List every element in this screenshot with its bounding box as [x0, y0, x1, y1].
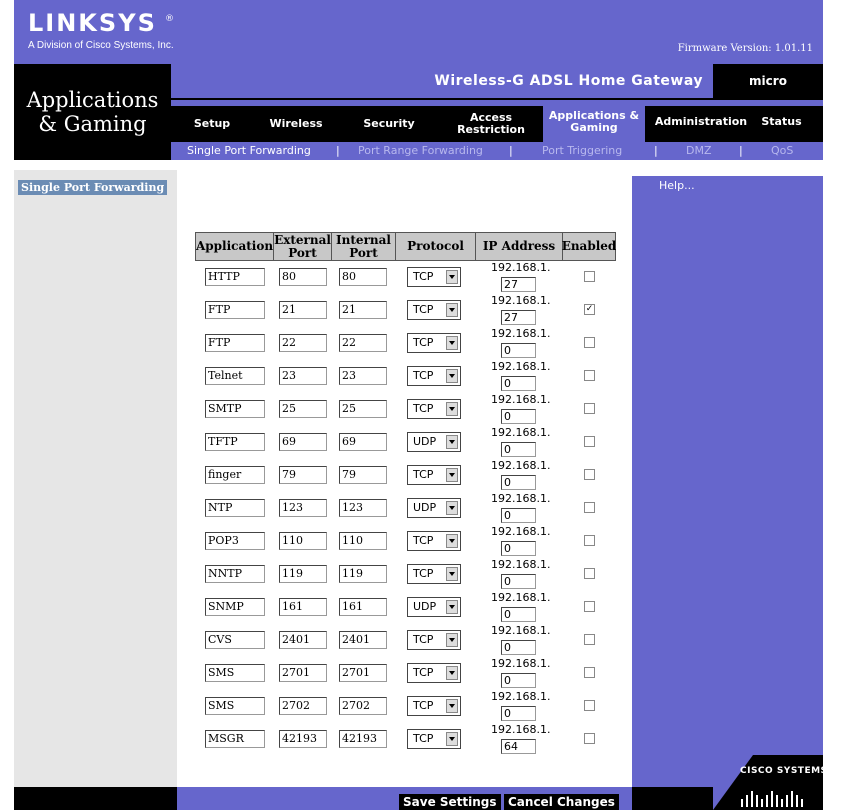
ip-prefix: 192.168.1.	[491, 294, 551, 307]
application-name-input[interactable]: Telnet	[205, 367, 265, 385]
external-port-input[interactable]: 21	[279, 301, 327, 319]
subtab-separator: |	[509, 144, 513, 157]
enabled-checkbox[interactable]	[584, 634, 595, 645]
external-port-input[interactable]: 79	[279, 466, 327, 484]
protocol-value: UDP	[413, 600, 437, 613]
firmware-version: Firmware Version: 1.01.11	[677, 43, 813, 54]
enabled-checkbox[interactable]	[584, 568, 595, 579]
linksys-logo: LINKSYS	[28, 9, 157, 37]
tab-applications-gaming[interactable]: Applications & Gaming	[548, 109, 640, 134]
ip-last-octet-input[interactable]: 0	[501, 607, 536, 622]
ip-last-octet-input[interactable]: 0	[501, 541, 536, 556]
external-port-input[interactable]: 80	[279, 268, 327, 286]
enabled-checkbox[interactable]	[584, 700, 595, 711]
ip-last-octet-input[interactable]: 0	[501, 574, 536, 589]
application-name-input[interactable]: SNMP	[205, 598, 265, 616]
external-port-input[interactable]: 161	[279, 598, 327, 616]
help-link[interactable]: Help...	[659, 179, 695, 192]
internal-port-input[interactable]: 22	[339, 334, 387, 352]
protocol-select[interactable]	[407, 300, 461, 320]
internal-port-input[interactable]: 25	[339, 400, 387, 418]
ip-last-octet-input[interactable]: 0	[501, 409, 536, 424]
registered-mark: ®	[165, 14, 174, 24]
ip-prefix: 192.168.1.	[491, 261, 551, 274]
chevron-down-icon	[446, 567, 458, 581]
model-name: micro	[749, 74, 787, 88]
chevron-down-icon	[446, 699, 458, 713]
ip-prefix: 192.168.1.	[491, 525, 551, 538]
ip-last-octet-input[interactable]: 27	[501, 310, 536, 325]
protocol-select[interactable]	[407, 432, 461, 452]
external-port-input[interactable]: 23	[279, 367, 327, 385]
save-settings-button[interactable]: Save Settings	[399, 794, 501, 810]
protocol-value: TCP	[413, 402, 434, 415]
cancel-changes-button[interactable]: Cancel Changes	[504, 794, 619, 810]
enabled-checkbox[interactable]: ✓	[585, 304, 594, 314]
ip-prefix: 192.168.1.	[491, 657, 551, 670]
header-application: Application	[195, 232, 274, 261]
protocol-value: UDP	[413, 501, 437, 514]
external-port-input[interactable]: 2701	[279, 664, 327, 682]
enabled-checkbox[interactable]	[584, 403, 595, 414]
help-panel	[632, 176, 823, 787]
application-name-input[interactable]: MSGR	[205, 730, 265, 748]
cisco-logo-block	[713, 755, 823, 810]
application-name-input[interactable]: FTP	[205, 301, 265, 319]
internal-port-input[interactable]: 2401	[339, 631, 387, 649]
application-name-input[interactable]: SMS	[205, 664, 265, 682]
ip-last-octet-input[interactable]: 0	[501, 442, 536, 457]
application-name-input[interactable]: SMS	[205, 697, 265, 715]
subtab-separator: |	[739, 144, 743, 157]
protocol-value: TCP	[413, 699, 434, 712]
internal-port-input[interactable]: 69	[339, 433, 387, 451]
header-protocol: Protocol	[395, 232, 476, 261]
protocol-value: TCP	[413, 567, 434, 580]
application-name-input[interactable]: FTP	[205, 334, 265, 352]
chevron-down-icon	[446, 270, 458, 284]
external-port-input[interactable]: 25	[279, 400, 327, 418]
chevron-down-icon	[446, 369, 458, 383]
ip-prefix: 192.168.1.	[491, 360, 551, 373]
ip-prefix: 192.168.1.	[491, 624, 551, 637]
subtab-port-range-forwarding[interactable]: Port Range Forwarding	[358, 144, 483, 157]
external-port-input[interactable]: 119	[279, 565, 327, 583]
subtab-port-triggering[interactable]: Port Triggering	[542, 144, 623, 157]
subtab-dmz[interactable]: DMZ	[686, 144, 712, 157]
external-port-input[interactable]: 2401	[279, 631, 327, 649]
enabled-checkbox[interactable]	[584, 436, 595, 447]
protocol-select[interactable]	[407, 729, 461, 749]
external-port-input[interactable]: 22	[279, 334, 327, 352]
application-name-input[interactable]: HTTP	[205, 268, 265, 286]
protocol-value: TCP	[413, 270, 434, 283]
tab-setup[interactable]: Setup	[193, 117, 231, 130]
protocol-value: UDP	[413, 435, 437, 448]
internal-port-input[interactable]: 80	[339, 268, 387, 286]
tab-security[interactable]: Security	[363, 117, 415, 130]
cisco-logo-icon	[713, 755, 823, 810]
internal-port-input[interactable]: 2701	[339, 664, 387, 682]
protocol-value: TCP	[413, 369, 434, 382]
protocol-value: TCP	[413, 633, 434, 646]
enabled-checkbox[interactable]	[584, 535, 595, 546]
ip-prefix: 192.168.1.	[491, 492, 551, 505]
cisco-systems-label: CISCO SYSTEMS	[740, 766, 828, 776]
tab-access-restriction[interactable]: Access Restriction	[457, 111, 525, 136]
ip-last-octet-input[interactable]: 0	[501, 640, 536, 655]
application-name-input[interactable]: SMTP	[205, 400, 265, 418]
internal-port-input[interactable]: 2702	[339, 697, 387, 715]
external-port-input[interactable]: 2702	[279, 697, 327, 715]
ip-last-octet-input[interactable]: 0	[501, 706, 536, 721]
ip-last-octet-input[interactable]: 64	[501, 739, 536, 754]
external-port-input[interactable]: 69	[279, 433, 327, 451]
protocol-value: TCP	[413, 534, 434, 547]
protocol-value: TCP	[413, 336, 434, 349]
tab-status[interactable]: Status	[761, 115, 802, 128]
protocol-value: TCP	[413, 303, 434, 316]
external-port-input[interactable]: 42193	[279, 730, 327, 748]
subtab-single-port-forwarding[interactable]: Single Port Forwarding	[187, 144, 311, 157]
enabled-checkbox[interactable]	[584, 601, 595, 612]
protocol-select[interactable]	[407, 531, 461, 551]
ip-last-octet-input[interactable]: 0	[501, 376, 536, 391]
external-port-input[interactable]: 123	[279, 499, 327, 517]
ip-last-octet-input[interactable]: 0	[501, 343, 536, 358]
internal-port-input[interactable]: 23	[339, 367, 387, 385]
left-section-label: Single Port Forwarding	[18, 180, 167, 195]
protocol-select[interactable]	[407, 267, 461, 287]
protocol-select[interactable]	[407, 663, 461, 683]
chevron-down-icon	[446, 402, 458, 416]
subtab-separator: |	[654, 144, 658, 157]
subtab-separator: |	[336, 144, 340, 157]
enabled-checkbox[interactable]	[584, 469, 595, 480]
protocol-select[interactable]	[407, 696, 461, 716]
ip-prefix: 192.168.1.	[491, 327, 551, 340]
ip-last-octet-input[interactable]: 0	[501, 508, 536, 523]
chevron-down-icon	[446, 336, 458, 350]
ip-last-octet-input[interactable]: 0	[501, 673, 536, 688]
protocol-select[interactable]	[407, 630, 461, 650]
internal-port-input[interactable]: 110	[339, 532, 387, 550]
ip-prefix: 192.168.1.	[491, 393, 551, 406]
header-enabled: Enabled	[562, 232, 616, 261]
protocol-value: TCP	[413, 732, 434, 745]
protocol-select[interactable]	[407, 597, 461, 617]
enabled-checkbox[interactable]	[584, 370, 595, 381]
chevron-down-icon	[446, 732, 458, 746]
subtab-qos[interactable]: QoS	[771, 144, 794, 157]
internal-port-input[interactable]: 79	[339, 466, 387, 484]
ip-last-octet-input[interactable]: 0	[501, 475, 536, 490]
internal-port-input[interactable]: 42193	[339, 730, 387, 748]
chevron-down-icon	[446, 666, 458, 680]
logo-subtitle: A Division of Cisco Systems, Inc.	[28, 40, 174, 51]
application-name-input[interactable]: NNTP	[205, 565, 265, 583]
enabled-checkbox[interactable]	[584, 271, 595, 282]
application-name-input[interactable]: NTP	[205, 499, 265, 517]
section-title: Applications & Gaming	[26, 88, 159, 136]
ip-prefix: 192.168.1.	[491, 426, 551, 439]
tab-wireless[interactable]: Wireless	[269, 117, 323, 130]
protocol-value: TCP	[413, 666, 434, 679]
chevron-down-icon	[446, 633, 458, 647]
application-name-input[interactable]: finger	[205, 466, 265, 484]
internal-port-input[interactable]: 161	[339, 598, 387, 616]
header-ip-address: IP Address	[475, 232, 563, 261]
protocol-select[interactable]	[407, 333, 461, 353]
chevron-down-icon	[446, 435, 458, 449]
chevron-down-icon	[446, 501, 458, 515]
internal-port-input[interactable]: 123	[339, 499, 387, 517]
internal-port-input[interactable]: 21	[339, 301, 387, 319]
protocol-select[interactable]	[407, 498, 461, 518]
protocol-select[interactable]	[407, 399, 461, 419]
ip-last-octet-input[interactable]: 27	[501, 277, 536, 292]
ip-prefix: 192.168.1.	[491, 591, 551, 604]
protocol-value: TCP	[413, 468, 434, 481]
external-port-input[interactable]: 110	[279, 532, 327, 550]
chevron-down-icon	[446, 534, 458, 548]
application-name-input[interactable]: POP3	[205, 532, 265, 550]
internal-port-input[interactable]: 119	[339, 565, 387, 583]
application-name-input[interactable]: TFTP	[205, 433, 265, 451]
chevron-down-icon	[446, 600, 458, 614]
left-panel	[14, 170, 177, 787]
enabled-checkbox[interactable]	[584, 733, 595, 744]
ip-prefix: 192.168.1.	[491, 459, 551, 472]
header-external-port: External Port	[274, 232, 331, 260]
ip-prefix: 192.168.1.	[491, 558, 551, 571]
ip-prefix: 192.168.1.	[491, 723, 551, 736]
chevron-down-icon	[446, 468, 458, 482]
tab-administration[interactable]: Administration	[654, 115, 748, 128]
header-internal-port: Internal Port	[331, 232, 396, 261]
ip-prefix: 192.168.1.	[491, 690, 551, 703]
protocol-select[interactable]	[407, 366, 461, 386]
enabled-checkbox[interactable]	[584, 337, 595, 348]
product-name: Wireless-G ADSL Home Gateway	[171, 64, 713, 98]
chevron-down-icon	[446, 303, 458, 317]
protocol-select[interactable]	[407, 564, 461, 584]
footer-left	[14, 787, 177, 810]
protocol-select[interactable]	[407, 465, 461, 485]
application-name-input[interactable]: CVS	[205, 631, 265, 649]
enabled-checkbox[interactable]	[584, 502, 595, 513]
enabled-checkbox[interactable]	[584, 667, 595, 678]
